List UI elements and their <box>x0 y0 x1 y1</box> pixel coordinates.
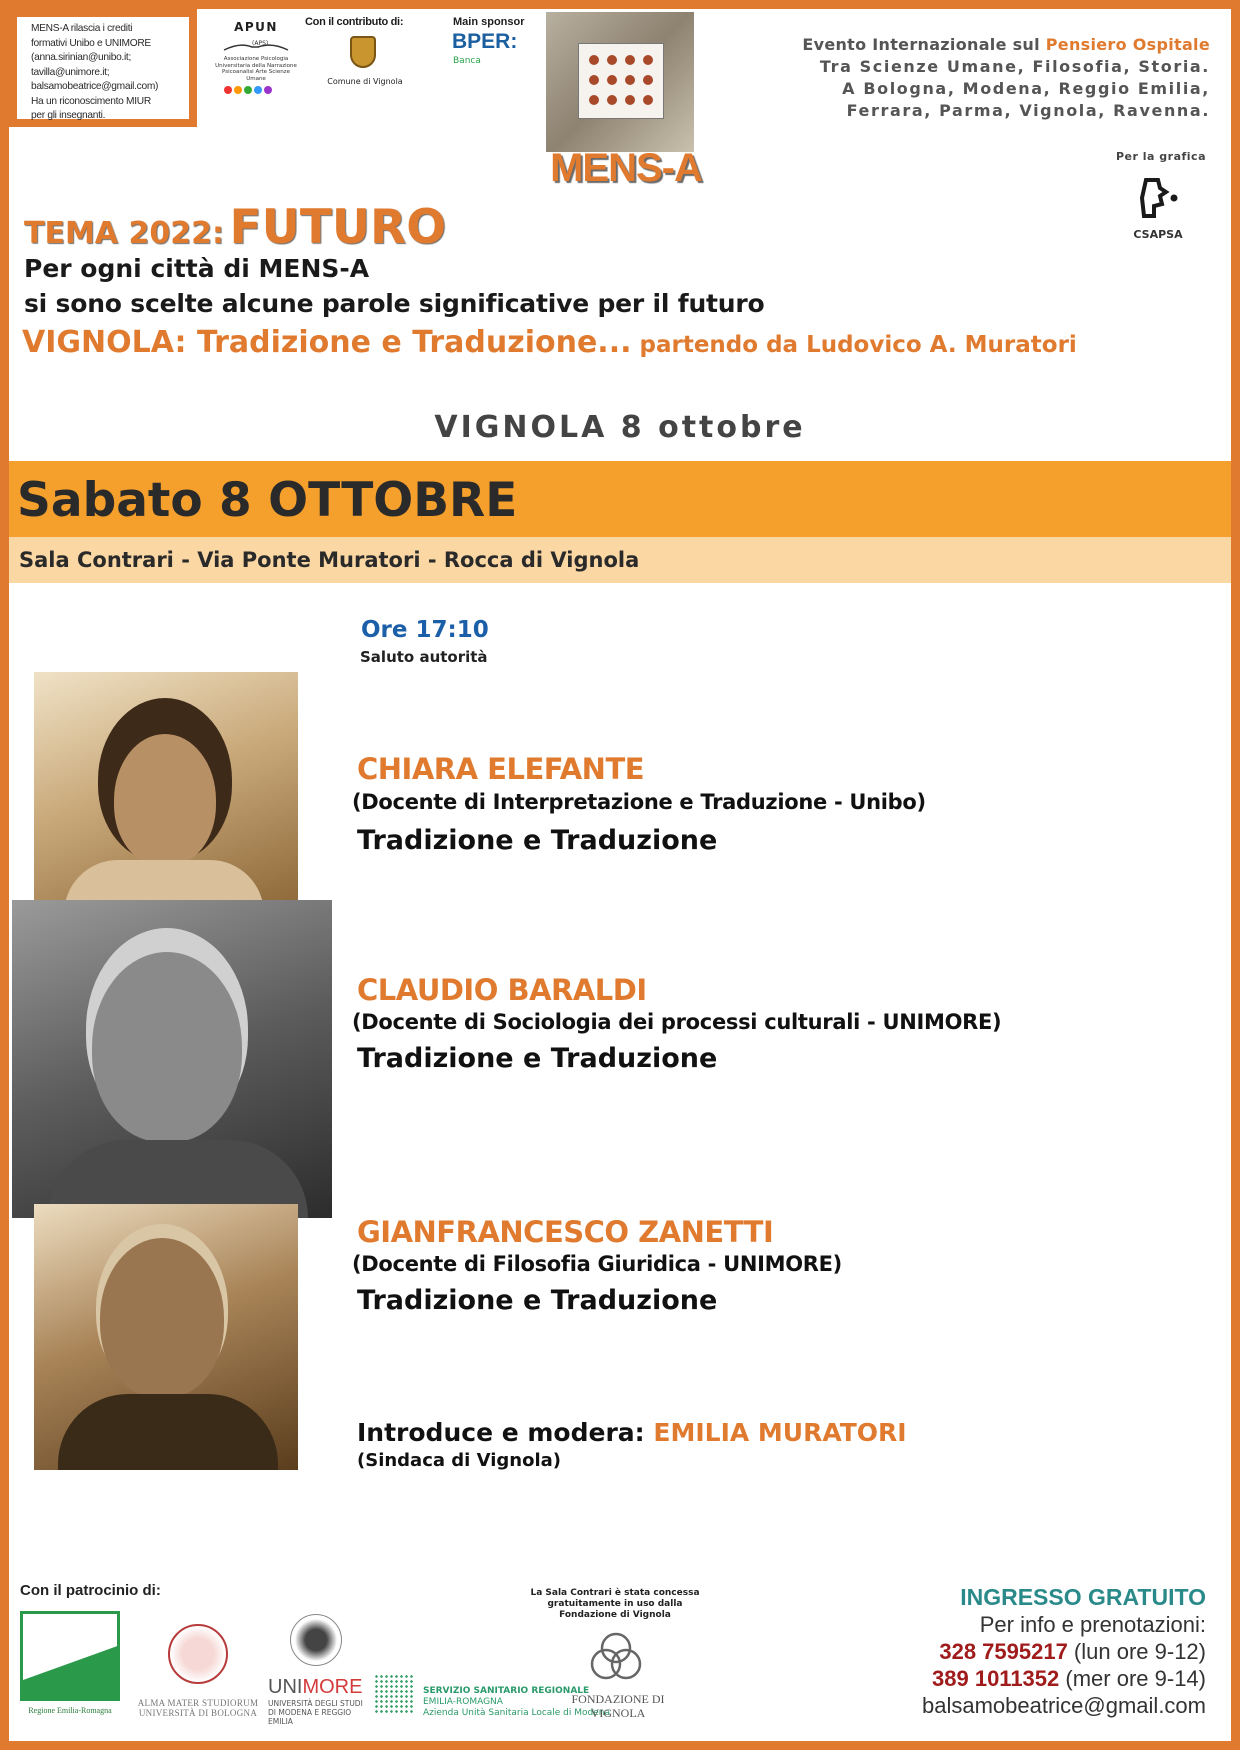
tema-label: TEMA 2022: <box>24 216 224 251</box>
theme-line-1: Per ogni città di MENS-A <box>24 254 370 283</box>
tema-heading <box>24 200 446 255</box>
theme-line-2: si sono scelte alcune parole significative per il futuro <box>24 289 765 318</box>
speaker-name: CHIARA ELEFANTE <box>357 752 645 786</box>
contact-email[interactable]: balsamobeatrice@gmail.com <box>921 1693 1206 1718</box>
event-time: Ore 17:10 <box>361 617 489 643</box>
unimore-seal-icon <box>290 1614 342 1666</box>
evento-line-2: Tra Scienze Umane, Filosofia, Storia. <box>819 57 1210 76</box>
evento-description <box>802 34 1210 122</box>
unimore-logo: UNIMORE <box>268 1676 363 1698</box>
fondazione-label: FONDAZIONE DI VIGNOLA <box>571 1692 665 1720</box>
fondazione-note: La Sala Contrari è stata concessa gratuitamente in uso dalla Fondazione di Vignola <box>530 1588 700 1620</box>
evento-line-4: Ferrara, Parma, Vignola, Ravenna. <box>846 101 1210 120</box>
contributo-label: Con il contributo di: <box>305 16 404 28</box>
venue-banner <box>9 537 1231 583</box>
ssr-sub: Azienda Unità Sanitaria Locale di Modena <box>423 1708 611 1718</box>
credits-line: formativi Unibo e UNIMORE <box>31 37 151 49</box>
day-banner <box>9 461 1231 537</box>
speaker-photo-zanetti <box>34 1204 298 1470</box>
ingresso-gratuito: INGRESSO GRATUITO <box>960 1584 1206 1610</box>
evento-line-3: A Bologna, Modena, Reggio Emilia, <box>842 79 1210 98</box>
day-label: Sabato 8 OTTOBRE <box>17 473 518 528</box>
apun-logo-text: APUN <box>234 20 278 34</box>
tema-value: FUTURO <box>229 200 447 255</box>
city-date-heading: VIGNOLA 8 ottobre <box>434 410 806 445</box>
speaker-photo-baraldi <box>12 900 332 1218</box>
moderator-name: EMILIA MURATORI <box>653 1418 907 1447</box>
comune-label: Comune di Vignola <box>327 77 403 86</box>
unimore-sub: UNIVERSITÀ DEGLI STUDI DI MODENA E REGGIO EMILIA <box>268 1699 363 1726</box>
vignola-theme <box>22 325 1077 360</box>
csapsa-label: CSAPSA <box>1133 228 1183 241</box>
patrocinio-label: Con il patrocinio di: <box>20 1582 161 1599</box>
regione-logo <box>20 1611 120 1701</box>
unibo-label: ALMA MATER STUDIORUM UNIVERSITÀ DI BOLOGNA <box>137 1698 259 1718</box>
credits-line: Ha un riconoscimento MIUR <box>31 95 151 107</box>
pensiero-ospitale: Pensiero Ospitale <box>1045 35 1210 54</box>
phone-number-2[interactable]: 389 1011352 <box>932 1666 1060 1691</box>
info-label: Per info e prenotazioni: <box>979 1612 1206 1637</box>
bper-logo: BPER: <box>452 30 518 53</box>
vignola-theme-sub: partendo da Ludovico A. Muratori <box>631 332 1077 358</box>
main-sponsor-label: Main sponsor <box>453 16 525 28</box>
credits-box <box>9 9 197 127</box>
unibo-seal-icon <box>168 1624 228 1684</box>
speaker-role: (Docente di Interpretazione e Traduzione - Unibo) <box>352 790 926 814</box>
vignola-crest-icon <box>350 36 376 68</box>
ssr-region: EMILIA-ROMAGNA <box>423 1697 503 1707</box>
speaker-role: (Docente di Sociologia dei processi culturali - UNIMORE) <box>352 1010 1002 1034</box>
apun-color-dots-icon <box>222 84 278 96</box>
venue-label: Sala Contrari - Via Ponte Muratori - Rocca di Vignola <box>19 548 640 572</box>
credits-line: per gli insegnanti. <box>31 110 106 121</box>
csapsa-logo-icon <box>1136 176 1180 220</box>
info-block <box>922 1584 1206 1719</box>
phone-line-1: 328 7595217 (lun ore 9-12) <box>939 1639 1206 1664</box>
mens-a-logo: MENS-A <box>550 146 702 190</box>
bper-banca: Banca <box>453 56 481 66</box>
evento-line-1: Evento Internazionale sul Pensiero Ospitale <box>802 35 1210 54</box>
credits-line: MENS-A rilascia i crediti <box>31 23 133 34</box>
ssr-title: SERVIZIO SANITARIO REGIONALE <box>423 1686 590 1696</box>
speaker-talk: Tradizione e Traduzione <box>357 825 718 856</box>
phone-number-1[interactable]: 328 7595217 <box>939 1639 1068 1664</box>
speaker-talk: Tradizione e Traduzione <box>357 1285 718 1316</box>
credits-line: tavilla@unimore.it; <box>31 66 110 78</box>
speaker-photo-elefante <box>34 672 298 914</box>
fondazione-knot-icon <box>588 1628 644 1688</box>
credits-line: (anna.sirinian@unibo.it; <box>31 52 131 63</box>
apun-aps: (APS) <box>252 40 269 47</box>
apun-hands-icon <box>222 38 290 56</box>
greeting-label: Saluto autorità <box>360 648 488 666</box>
vignola-theme-main: VIGNOLA: Tradizione e Traduzione... <box>22 325 632 360</box>
speaker-name: GIANFRANCESCO ZANETTI <box>357 1215 774 1249</box>
grafica-label: Per la grafica <box>1115 150 1206 163</box>
phone-line-2: 389 1011352 (mer ore 9-14) <box>932 1666 1206 1691</box>
moderator-role: (Sindaca di Vignola) <box>357 1450 562 1471</box>
speaker-name: CLAUDIO BARALDI <box>357 973 647 1007</box>
speaker-talk: Tradizione e Traduzione <box>357 1043 718 1074</box>
regione-label: Regione Emilia-Romagna <box>28 1706 112 1715</box>
food-grid-icon <box>584 50 658 112</box>
apun-description: Associazione Psicologia Universitaria della Narrazione Psicoanalisi Arte Scienze Umane <box>215 56 297 82</box>
moderator-line <box>357 1418 907 1447</box>
ssr-dots-icon <box>374 1674 414 1714</box>
credits-line: balsamobeatrice@gmail.com) <box>31 81 159 92</box>
speaker-role: (Docente di Filosofia Giuridica - UNIMORE) <box>352 1252 842 1276</box>
moderator-label: Introduce e modera: <box>357 1418 654 1447</box>
